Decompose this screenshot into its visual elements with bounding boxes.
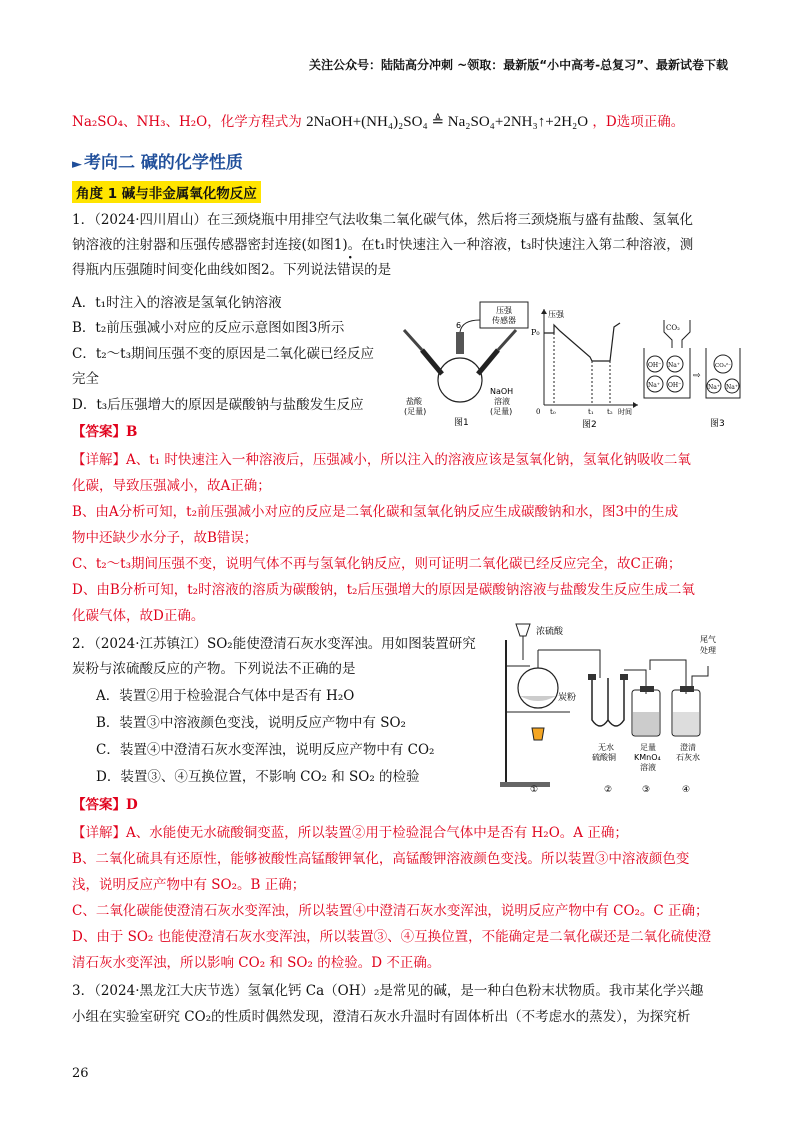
fig2-caption: 图2 <box>582 420 597 430</box>
figure-2-pressure-curve <box>530 305 645 430</box>
chemical-equation: 2NaOH+(NH₄)₂SO₄ ≜ Na₂SO₄+2NH₃↑+2H₂O <box>306 114 589 130</box>
figure-q2-apparatus <box>500 620 730 795</box>
page-header: 关注公众号：陆陆高分冲刺 ~领取：最新版“小中高考-总复习”、最新试卷下载 <box>309 58 728 72</box>
fig3-na-2: Na⁺ <box>648 382 660 389</box>
fig2-origin: 0 <box>536 408 541 416</box>
emphasis-word: 错误 <box>337 262 365 278</box>
q2-fig-cuso4: 无水硫酸铜 <box>592 743 616 762</box>
equation-prefix: Na₂SO₄、NH₃、H₂O，化学方程式为 <box>72 114 302 130</box>
q2-fig-n4: ④ <box>682 785 691 795</box>
q2-option-a: A．装置②用于检验混合气体中是否有 H₂O <box>96 688 355 704</box>
q2-option-d: D．装置③、④互换位置，不影响 CO₂ 和 SO₂ 的检验 <box>96 769 420 785</box>
q2-answer: 【答案】D <box>72 797 138 813</box>
q2-fig-tail: 尾气处理 <box>700 635 716 655</box>
fig2-t0: t₀ <box>550 408 556 416</box>
q2-fig-n2: ② <box>604 785 613 795</box>
triangle-icon: ► <box>72 157 82 172</box>
q1-detail-4: 物中还缺少水分子，故B错误； <box>72 530 258 546</box>
figure-1-apparatus <box>392 300 532 430</box>
q1-detail-7: 化碳气体，故D正确。 <box>72 608 205 624</box>
q1-stem-line-1: 1．（2024·四川眉山）在三颈烧瓶中用排空气法收集二氧化碳气体，然后将三颈烧瓶与盛有盐酸、氢氧化 <box>72 212 693 228</box>
fig1-caption: 图1 <box>454 418 469 428</box>
q3-line-2: 小组在实验室研究 CO₂的性质时偶然发现，澄清石灰水升温时有固体析出（不考虑水的蒸发），为探究析 <box>72 1009 691 1025</box>
q1-detail-1: 【详解】A、t₁ 时快速注入一种溶液后，压强减小，所以注入的溶液应该是氢氧化钠，氢氧化钠吸收二氧 <box>72 452 691 468</box>
q2-fig-lime: 澄清石灰水 <box>676 743 700 762</box>
q2-fig-n3: ③ <box>642 785 651 795</box>
arrow-icon: ⇨ <box>693 371 701 381</box>
fig3-oh-1: OH⁻ <box>648 362 662 369</box>
fig3-caption: 图3 <box>710 419 725 429</box>
q2-option-c: C．装置④中澄清石灰水变浑浊，说明反应产物中有 CO₂ <box>96 742 435 758</box>
section-title: ► 考向二 碱的化学性质 <box>72 153 243 173</box>
q1-detail-6: D、由B分析可知，t₂时溶液的溶质为碳酸钠，t₂后压强增大的原因是碳酸钠溶液与盐酸发生反应生成二氧 <box>72 582 695 598</box>
q2-fig-carbon: 炭粉 <box>558 693 577 703</box>
q1-option-a: A．t₁时注入的溶液是氢氧化钠溶液 <box>72 295 282 311</box>
q1-detail-3: B、由A分析可知，t₂前压强减小对应的反应是二氧化碳和氢氧化钠反应生成碳酸钠和水，图3中的生成 <box>72 504 679 520</box>
fig2-ylabel: 压强 <box>548 310 564 319</box>
q2-detail-6: 清石灰水变浑浊，所以影响 CO₂ 和 SO₂ 的检验。D 不正确。 <box>72 955 441 971</box>
q1-option-c: C．t₂～t₃期间压强不变的原因是二氧化碳已经反应 <box>72 346 375 362</box>
fig2-t1: t₁ <box>588 408 594 416</box>
q2-fig-kmno4: 足量 KMnO₄ 溶液 <box>634 743 661 772</box>
page-number: 26 <box>72 1066 89 1081</box>
q2-detail-2: B、二氧化硫具有还原性，能够被酸性高锰酸钾氧化，高锰酸钾溶液颜色变浅。所以装置③中溶液颜色变 <box>72 851 690 867</box>
q1-stem-line-3: 得瓶内压强随时间变化曲线如图2。下列说法错误的是 <box>72 262 392 278</box>
fig2-xlabel: 时间 <box>618 408 632 416</box>
fig3-co3: CO₃²⁻ <box>715 363 732 369</box>
q2-detail-4: C、二氧化碳能使澄清石灰水变浑浊，所以装置④中澄清石灰水变浑浊，说明反应产物中有 CO₂。C 正确； <box>72 903 709 919</box>
q2-detail-3: 浅，说明反应产物中有 SO₂。B 正确； <box>72 877 306 893</box>
fig1-left-label: 盐酸(足量) <box>404 397 427 416</box>
q3-line-1: 3．（2024·黑龙江大庆节选）氢氧化钙 Ca（OH）₂是常见的碱，是一种白色粉末状物质。我市某化学兴趣 <box>72 983 704 999</box>
q2-fig-n1: ① <box>530 785 539 795</box>
q1-option-c-cont: 完全 <box>72 371 99 387</box>
fig3-na-4: Na⁺ <box>726 384 738 391</box>
fig2-p0: P₀ <box>531 328 540 337</box>
q2-stem-line-2: 炭粉与浓硫酸反应的产物。下列说法不正确的是 <box>72 661 356 677</box>
q2-stem-line-1: 2．（2024·江苏镇江）SO₂能使澄清石灰水变浑浊。用如图装置研究 <box>72 636 476 652</box>
q1-detail-5: C、t₂～t₃期间压强不变，说明气体不再与氢氧化钠反应，则可证明二氧化碳已经反应完全，故C正确； <box>72 556 682 572</box>
svg-text:6: 6 <box>456 321 462 330</box>
fig3-gas: CO₂ <box>666 324 680 332</box>
equation-suffix: ，D选项正确。 <box>592 114 685 130</box>
q2-option-b: B．装置③中溶液颜色变浅，说明反应产物中有 SO₂ <box>96 715 406 731</box>
fig1-right-label: NaOH 溶液(足量) <box>490 387 514 416</box>
fig3-na-3: Na⁺ <box>708 384 720 391</box>
q2-detail-1: 【详解】A、水能使无水硫酸铜变蓝，所以装置②用于检验混合气体中是否有 H₂O。A 正确； <box>72 825 628 841</box>
fig1-sensor-label: 压强传感器 <box>492 306 516 325</box>
fig2-t2: t₂ <box>607 408 613 416</box>
q1-option-b: B．t₂前压强减小对应的反应示意图如图3所示 <box>72 320 345 336</box>
q1-option-d: D．t₃后压强增大的原因是碳酸钠与盐酸发生反应 <box>72 397 364 413</box>
figure-3-ion-diagram <box>642 318 742 430</box>
q1-answer: 【答案】B <box>72 424 138 440</box>
q1-stem-line-2: 钠溶液的注射器和压强传感器密封连接(如图1)。在t₁时快速注入一种溶液，t₃时快速注入第二种溶液，测 <box>72 237 694 253</box>
q1-detail-2: 化碳，导致压强减小，故A正确； <box>72 478 271 494</box>
angle-label: 角度 1 碱与非金属氧化物反应 <box>72 181 261 203</box>
fig3-na-1: Na⁺ <box>668 362 680 369</box>
top-equation-line <box>72 112 684 132</box>
q2-detail-5: D、由于 SO₂ 也能使澄清石灰水变浑浊，所以装置③、④互换位置，不能确定是二氧化碳还是二氧化硫使澄 <box>72 929 712 945</box>
q2-fig-acid: 浓硫酸 <box>536 627 564 637</box>
fig3-oh-2: OH⁻ <box>668 382 682 389</box>
